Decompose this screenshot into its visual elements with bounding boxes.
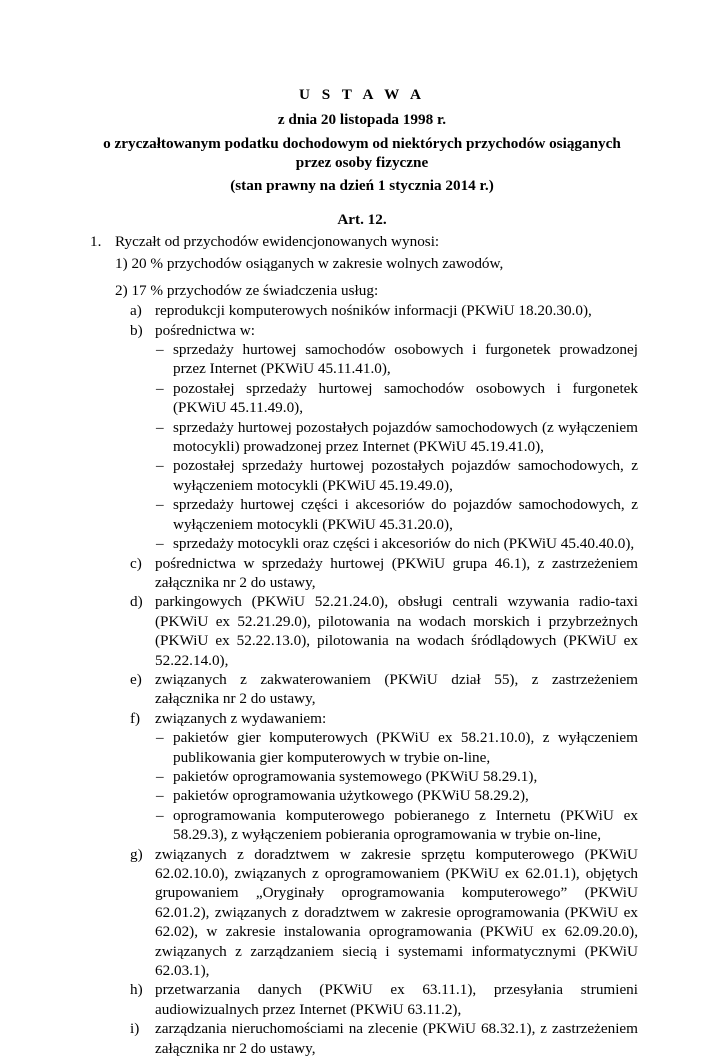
- list-text: związanych z zakwaterowaniem (PKWiU dział 55), z zastrzeżeniem załącznika nr 2 do ustawy,: [155, 670, 638, 708]
- list-marker: –: [156, 418, 164, 436]
- items-list: [90, 301, 638, 1058]
- sub-list-item: [90, 495, 638, 534]
- list-text: parkingowych (PKWiU 52.21.24.0), obsługi centrali wzywania radio-taxi (PKWiU ex 52.21.29.0), pilotowania na wodach morskich i przybrzeżnych (PKWiU ex 52.22.13.0), pilotowania na wodach śródlądowych (PKWiU ex 52.22.14.0),: [155, 593, 638, 669]
- list-item: [90, 554, 638, 593]
- list-marker: e): [130, 670, 142, 688]
- list-item: [90, 301, 638, 320]
- act-title: U S T A W A: [298, 86, 426, 103]
- list-marker: –: [156, 341, 164, 359]
- point-1: 1) 20 % przychodów osiąganych w zakresie wolnych zawodów,: [115, 255, 504, 273]
- list-text: oprogramowania komputerowego pobieranego z Internetu (PKWiU ex 58.29.3), z wyłączeniem pobierania oprogramowania w trybie on-line,: [173, 806, 638, 844]
- list-marker: a): [130, 302, 142, 320]
- list-text: związanych z doradztwem w zakresie sprzętu komputerowego (PKWiU 62.02.10.0), związanych z oprogramowaniem (PKWiU ex 62.01.1), objętych grupowaniem „Oryginały oprogramowania komputerowego” (PKWiU 62.01.2), związanych z doradztwem w zakresie oprogramowania (PKWiU ex 62.02), w zakresie instalowania oprogramowania (PKWiU ex 62.09.20.0), związanych z zarządzaniem siecią i systemami informatycznymi (PKWiU 62.03.1),: [155, 845, 638, 980]
- list-marker: –: [156, 457, 164, 475]
- list-item: [90, 670, 638, 709]
- article-label: Art. 12.: [337, 211, 387, 228]
- list-text: pozostałej sprzedaży hurtowej samochodów osobowych i furgonetek (PKWiU 45.11.49.0),: [173, 379, 638, 417]
- sub-list-item: [90, 767, 638, 786]
- list-marker: c): [130, 554, 142, 572]
- list-text: sprzedaży hurtowej samochodów osobowych i furgonetek prowadzonej przez Internet (PKWiU 45.11.41.0),: [173, 341, 638, 378]
- act-date: z dnia 20 listopada 1998 r.: [277, 111, 447, 128]
- list-item: [90, 845, 638, 981]
- list-text: reprodukcji komputerowych nośników informacji (PKWiU 18.20.30.0),: [155, 302, 592, 320]
- article-body: [90, 232, 638, 1058]
- sub-list-item: [90, 418, 638, 457]
- list-marker: d): [130, 593, 143, 611]
- list-marker: –: [156, 535, 164, 553]
- list-text: pozostałej sprzedaży hurtowej pozostałych pojazdów samochodowych, z wyłączeniem motocykli (PKWiU 45.19.49.0),: [173, 457, 638, 494]
- list-item: [90, 321, 638, 340]
- sub-list-item: [90, 340, 638, 379]
- list-text: zarządzania nieruchomościami na zlecenie (PKWiU 68.32.1), z zastrzeżeniem załącznika nr 2 do ustawy,: [155, 1020, 638, 1057]
- point-2: 2) 17 % przychodów ze świadczenia usług:: [115, 281, 379, 299]
- list-marker: –: [156, 379, 164, 397]
- list-marker: –: [156, 496, 164, 514]
- act-subject: o zryczałtowanym podatku dochodowym od niektórych przychodów osiąganych przez osoby fizyczne: [103, 135, 621, 172]
- paragraph-1: [90, 232, 638, 251]
- list-text: przetwarzania danych (PKWiU ex 63.11.1), przesyłania strumieni audiowizualnych przez Internet (PKWiU 63.11.2),: [155, 981, 638, 1018]
- paragraph-number: 1.: [90, 233, 102, 250]
- sub-list-item: [90, 456, 638, 495]
- list-marker: b): [130, 321, 143, 339]
- list-marker: h): [130, 981, 143, 999]
- list-text: związanych z wydawaniem:: [155, 709, 327, 727]
- sub-list-item: [90, 806, 638, 845]
- list-marker: f): [130, 709, 141, 727]
- list-item: [90, 709, 638, 728]
- sub-list-item: [90, 379, 638, 418]
- list-text: sprzedaży hurtowej pozostałych pojazdów samochodowych (z wyłączeniem motocykli) prowadzonej przez Internet (PKWiU 45.19.41.0),: [173, 418, 638, 456]
- list-marker: g): [130, 845, 143, 863]
- sub-list-item: [90, 534, 638, 553]
- legal-status: (stan prawny na dzień 1 stycznia 2014 r.): [230, 177, 494, 194]
- list-marker: –: [156, 767, 164, 785]
- list-marker: –: [156, 806, 164, 824]
- sub-list-item: [90, 728, 638, 767]
- list-marker: i): [130, 1020, 140, 1038]
- list-item: [90, 980, 638, 1019]
- list-text: pośrednictwa w sprzedaży hurtowej (PKWiU grupa 46.1), z zastrzeżeniem załącznika nr 2 do ustawy,: [155, 554, 638, 591]
- list-text: pakietów oprogramowania użytkowego (PKWiU 58.29.2),: [173, 787, 529, 805]
- list-text: pośrednictwa w:: [155, 321, 255, 339]
- list-text: sprzedaży hurtowej części i akcesoriów do pojazdów samochodowych, z wyłączeniem motocykli (PKWiU 45.31.20.0),: [173, 496, 638, 533]
- list-text: pakietów oprogramowania systemowego (PKWiU 58.29.1),: [173, 767, 538, 785]
- list-marker: –: [156, 729, 164, 747]
- sub-list-item: [90, 786, 638, 805]
- paragraph-text: Ryczałt od przychodów ewidencjonowanych wynosi:: [115, 233, 440, 250]
- list-item: [90, 1019, 638, 1058]
- list-text: sprzedaży motocykli oraz części i akcesoriów do nich (PKWiU 45.40.40.0),: [173, 535, 635, 553]
- list-marker: –: [156, 787, 164, 805]
- list-item: [90, 592, 638, 670]
- list-text: pakietów gier komputerowych (PKWiU ex 58.21.10.0), z wyłączeniem publikowania gier komputerowych w trybie on-line,: [173, 729, 638, 766]
